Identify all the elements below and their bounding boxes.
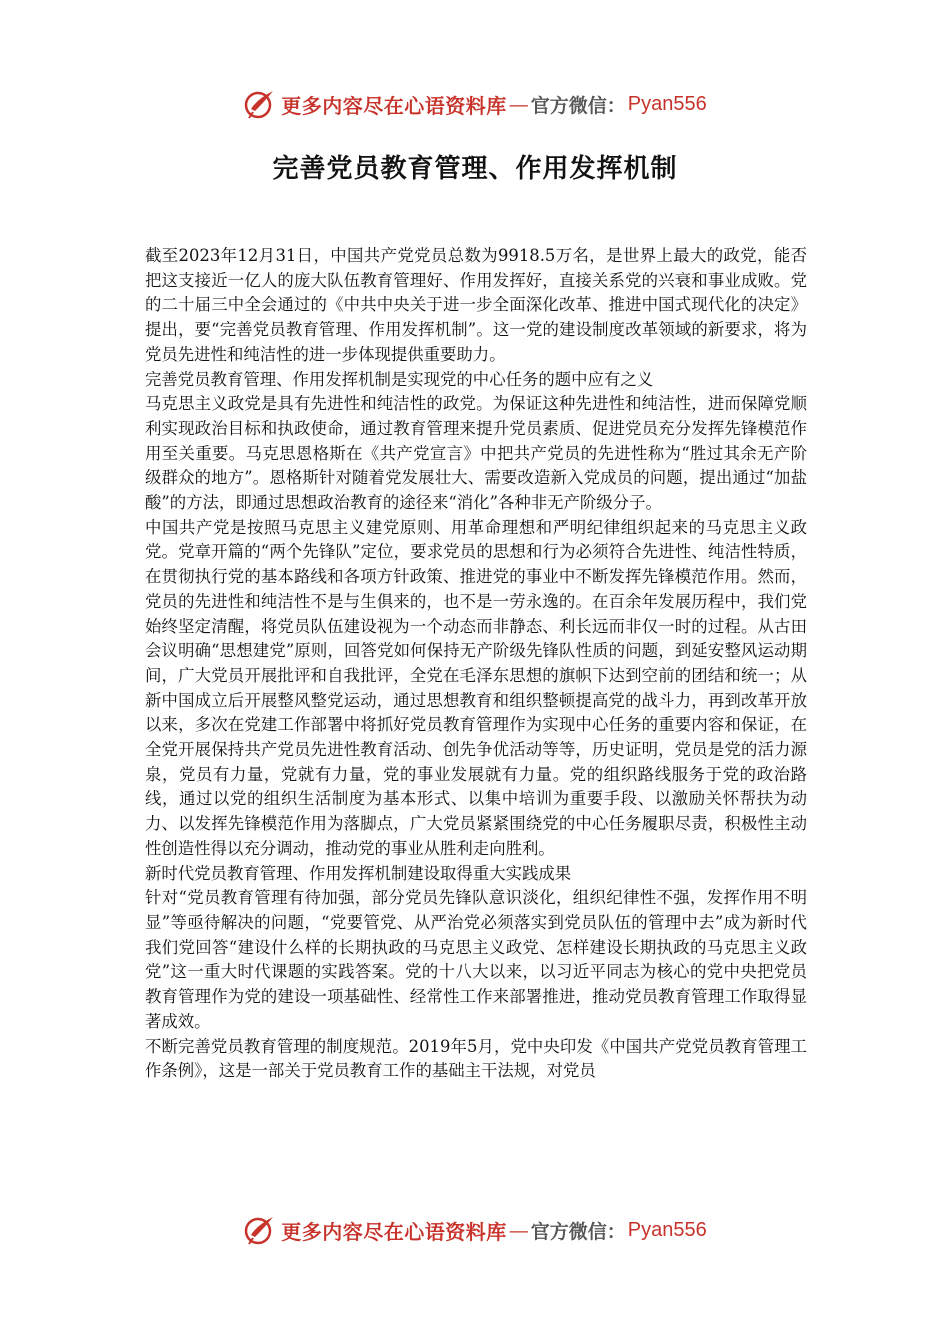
- header-watermark-banner: [0, 84, 950, 124]
- document-body: [145, 244, 807, 1084]
- banner-wechat-id: Pyan556: [627, 92, 707, 115]
- paragraph-new-era: 针对“党员教育管理有待加强，部分党员先锋队意识淡化，组织纪律性不强，发挥作用不明显”等亟待解决的问题，“党要管党、从严治党必须落实到党员队伍的管理中去”成为新时代我们党回答“建设什么样的长期执政的马克思主义政党、怎样建设长期执政的马克思主义政党”这一重大时代课题的实践答案。党的十八大以来，以习近平同志为核心的党中央把党员教育管理作为党的建设一项基础性、经常性工作来部署推进，推动党员教育管理工作取得显著成效。: [145, 888, 807, 1031]
- section-heading-2: 新时代党员教育管理、作用发挥机制建设取得重大实践成果: [145, 863, 572, 883]
- banner-wechat-label: 官方微信：: [530, 1220, 626, 1243]
- paragraph-intro: 截至2023年12月31日，中国共产党党员总数为9918.5万名，是世界上最大的政党，能否把这支接近一亿人的庞大队伍教育管理好、作用发挥好，直接关系党的兴衰和事业成败。党的二十届三中全会通过的《中共中央关于进一步全面深化改革、推进中国式现代化的决定》提出，要“完善党员教育管理、作用发挥机制”。这一党的建设制度改革领域的新要求，将为党员先进性和纯洁性的进一步体现提供重要助力。: [145, 246, 807, 364]
- banner-separator: —: [508, 92, 529, 116]
- footer-watermark-banner: [0, 1210, 950, 1250]
- banner-separator: —: [508, 1218, 529, 1242]
- banner-text: 更多内容尽在心语资料库: [281, 1219, 507, 1244]
- document-title: 完善党员教育管理、作用发挥机制: [272, 154, 678, 184]
- banner-text: 更多内容尽在心语资料库: [281, 93, 507, 118]
- banner-wechat-label: 官方微信：: [530, 94, 626, 117]
- banner-wechat-id: Pyan556: [627, 1218, 707, 1241]
- quill-logo-icon: [243, 87, 277, 121]
- quill-logo-icon: [243, 1213, 277, 1247]
- paragraph-regulations: 不断完善党员教育管理的制度规范。2019年5月，党中央印发《中国共产党党员教育管理工作条例》，这是一部关于党员教育工作的基础主干法规，对党员: [145, 1036, 807, 1081]
- paragraph-marxist-party: 马克思主义政党是具有先进性和纯洁性的政党。为保证这种先进性和纯洁性，进而保障党顺利实现政治目标和执政使命，通过教育管理来提升党员素质、促进党员充分发挥先锋模范作用至关重要。马克思恩格斯在《共产党宣言》中把共产党员的先进性称为“胜过其余无产阶级群众的地方”。恩格斯针对随着党发展壮大、需要改造新入党成员的问题，提出通过“加盐酸”的方法，即通过思想政治教育的途径来“消化”各种非无产阶级分子。: [145, 394, 807, 513]
- section-heading-1: 完善党员教育管理、作用发挥机制是实现党的中心任务的题中应有之义: [145, 369, 654, 389]
- paragraph-cpc-history: 中国共产党是按照马克思主义建党原则、用革命理想和严明纪律组织起来的马克思主义政党。党章开篇的“两个先锋队”定位，要求党员的思想和行为必须符合先进性、纯洁性特质，在贯彻执行党的基本路线和各项方针政策、推进党的事业中不断发挥先锋模范作用。然而，党员的先进性和纯洁性不是与生俱来的，也不是一劳永逸的。在百余年发展历程中，我们党始终坚定清醒，将党员队伍建设视为一个动态而非静态、利长远而非仅一时的过程。从古田会议明确“思想建党”原则，回答党如何保持无产阶级先锋队性质的问题，到延安整风运动期间，广大党员开展批评和自我批评，全党在毛泽东思想的旗帜下达到空前的团结和统一；从新中国成立后开展整风整党运动，通过思想教育和组织整顿提高党的战斗力，再到改革开放以来，多次在党建工作部署中将抓好党员教育管理作为实现中心任务的重要内容和保证，在全党开展保持共产党员先进性教育活动、创先争优活动等等，历史证明，党员是党的活力源泉，党员有力量，党就有力量，党的事业发展就有力量。党的组织路线服务于党的政治路线，通过以党的组织生活制度为基本形式、以集中培训为重要手段、以激励关怀帮扶为动力、以发挥先锋模范作用为落脚点，广大党员紧紧围绕党的中心任务履职尽责，积极性主动性创造性得以充分调动，推动党的事业从胜利走向胜利。: [145, 517, 807, 858]
